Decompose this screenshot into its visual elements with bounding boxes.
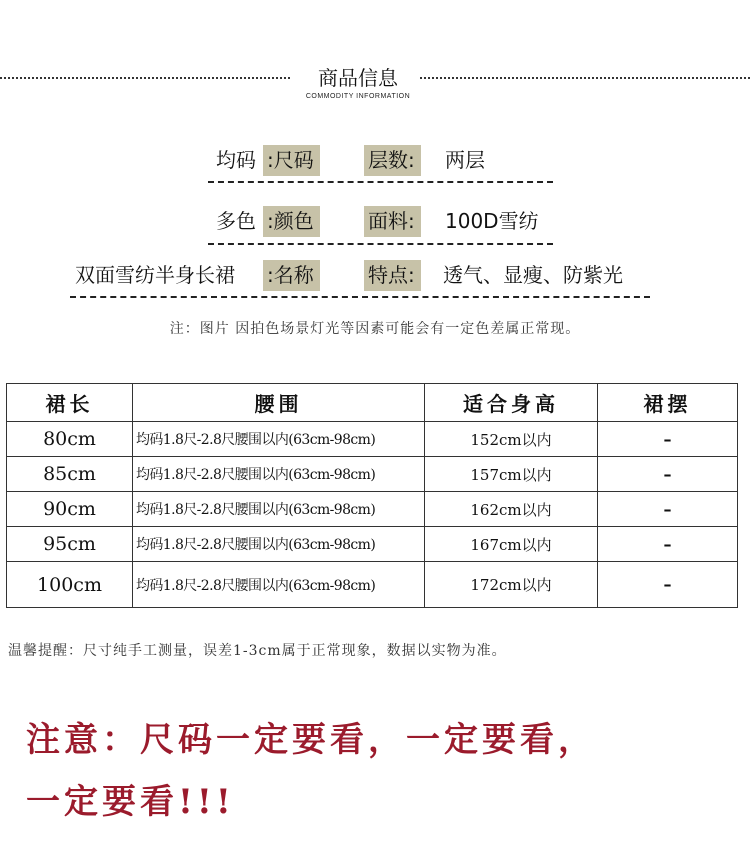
cell-waist: 均码1.8尺-2.8尺腰围以内(63cm-98cm) bbox=[133, 457, 425, 492]
table-row bbox=[7, 457, 738, 492]
color-difference-note: 注：图片 因拍色场景灯光等因素可能会有一定色差属正常现。 bbox=[169, 321, 581, 337]
cell-height: 152cm以内 bbox=[425, 422, 598, 457]
feature-key-box: 特点: bbox=[364, 260, 421, 291]
cell-waist: 均码1.8尺-2.8尺腰围以内(63cm-98cm) bbox=[133, 422, 425, 457]
size-table bbox=[6, 383, 738, 608]
color-label: 多色 bbox=[216, 209, 256, 233]
cell-length: 85cm bbox=[7, 457, 133, 492]
color-key-box: :颜色 bbox=[263, 206, 320, 237]
cell-height: 157cm以内 bbox=[425, 457, 598, 492]
table-row bbox=[7, 562, 738, 608]
cell-height: 162cm以内 bbox=[425, 492, 598, 527]
name-label: 双面雪纺半身长裙 bbox=[75, 263, 235, 287]
row2-dashed-rule bbox=[208, 243, 553, 245]
feature-value: 透气、显瘦、防紫光 bbox=[443, 263, 623, 287]
cell-waist: 均码1.8尺-2.8尺腰围以内(63cm-98cm) bbox=[133, 527, 425, 562]
table-row bbox=[7, 422, 738, 457]
cell-hem: – bbox=[598, 527, 738, 562]
layers-value: 两层 bbox=[445, 148, 485, 172]
cell-hem: – bbox=[598, 492, 738, 527]
warning-line-1: 注意：尺码一定要看，一定要看， bbox=[26, 720, 596, 760]
section-title: 商品信息 bbox=[318, 66, 398, 90]
cell-length: 95cm bbox=[7, 527, 133, 562]
size-key-box: :尺码 bbox=[263, 145, 320, 176]
section-subtitle: COMMODITY INFORMATION bbox=[305, 93, 411, 100]
cell-height: 172cm以内 bbox=[425, 562, 598, 608]
cell-hem: – bbox=[598, 457, 738, 492]
cell-height: 167cm以内 bbox=[425, 527, 598, 562]
table-header-row bbox=[7, 384, 738, 422]
cell-waist: 均码1.8尺-2.8尺腰围以内(63cm-98cm) bbox=[133, 562, 425, 608]
header-height: 适合身高 bbox=[425, 384, 598, 422]
cell-length: 90cm bbox=[7, 492, 133, 527]
cell-hem: – bbox=[598, 562, 738, 608]
cell-length: 80cm bbox=[7, 422, 133, 457]
layers-key-box: 层数: bbox=[364, 145, 421, 176]
cell-waist: 均码1.8尺-2.8尺腰围以内(63cm-98cm) bbox=[133, 492, 425, 527]
header-length: 裙长 bbox=[7, 384, 133, 422]
header-left-dotted-line bbox=[0, 77, 290, 79]
warning-line-2: 一定要看!!! bbox=[26, 782, 235, 822]
table-row bbox=[7, 527, 738, 562]
header-right-dotted-line bbox=[420, 77, 750, 79]
measurement-tip: 温馨提醒：尺寸纯手工测量，误差1-3cm属于正常现象，数据以实物为准。 bbox=[8, 643, 507, 659]
cell-length: 100cm bbox=[7, 562, 133, 608]
name-key-box: :名称 bbox=[263, 260, 320, 291]
header-waist: 腰围 bbox=[133, 384, 425, 422]
size-label: 均码 bbox=[216, 148, 256, 172]
fabric-key-box: 面料: bbox=[364, 206, 421, 237]
row1-dashed-rule bbox=[208, 181, 553, 183]
cell-hem: – bbox=[598, 422, 738, 457]
fabric-value: 100D雪纺 bbox=[445, 209, 539, 233]
table-row bbox=[7, 492, 738, 527]
header-hem: 裙摆 bbox=[598, 384, 738, 422]
row3-dashed-rule bbox=[70, 296, 650, 298]
